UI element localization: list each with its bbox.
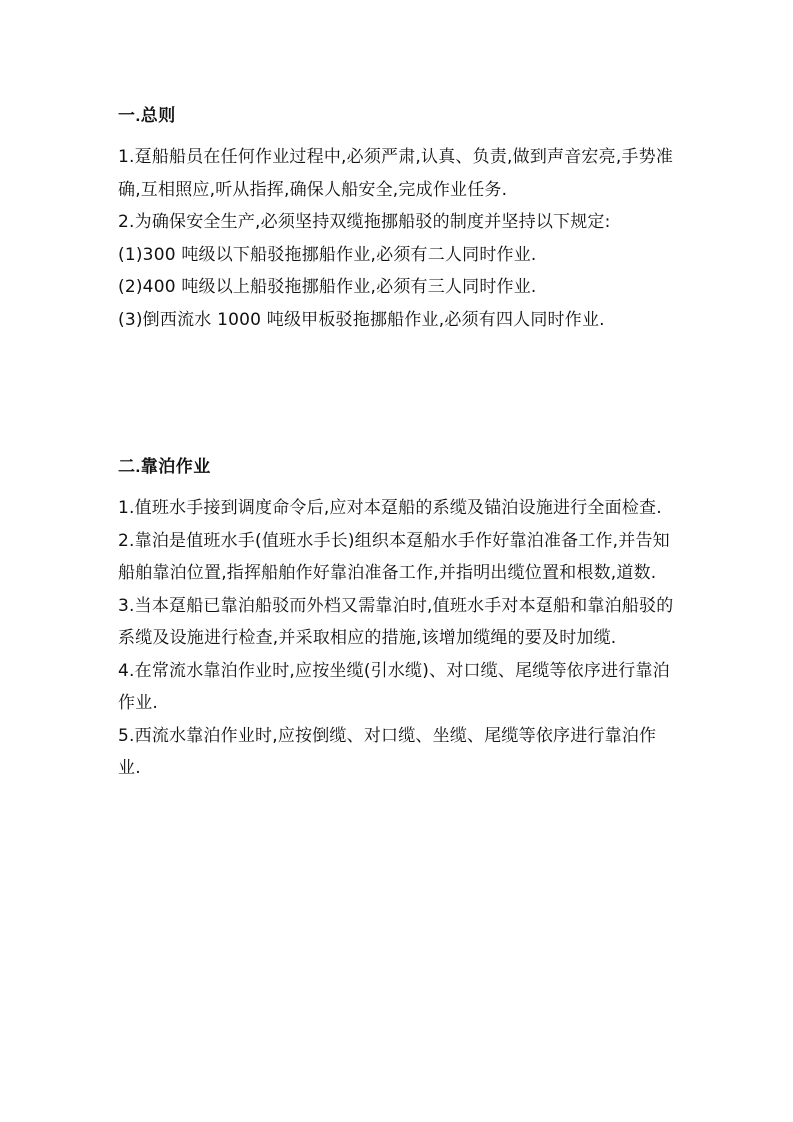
paragraph: (1)300 吨级以下船驳拖挪船作业,必须有二人同时作业. <box>118 244 537 265</box>
paragraph: 1.值班水手接到调度命令后,应对本趸船的系缆及锚泊设施进行全面检查. <box>118 498 662 518</box>
section-heading: 二.靠泊作业 <box>118 457 211 476</box>
paragraph: 2.为确保安全生产,必须坚持双缆拖挪船驳的制度并坚持以下规定: <box>118 212 611 232</box>
section-heading: 一.总则 <box>118 106 176 125</box>
section-berthing-operations <box>118 455 678 785</box>
paragraph: (3)倒西流水 1000 吨级甲板驳拖挪船作业,必须有四人同时作业. <box>118 309 605 330</box>
paragraph: 5.西流水靠泊作业时,应按倒缆、对口缆、坐缆、尾缆等依序进行靠泊作业. <box>118 725 657 778</box>
paragraph: 2.靠泊是值班水手(值班水手长)组织本趸船水手作好靠泊准备工作,并告知船舶靠泊位置,指挥船舶作好靠泊准备工作,并指明出缆位置和根数,道数. <box>118 530 670 583</box>
paragraph: (2)400 吨级以上船驳拖挪船作业,必须有三人同时作业. <box>118 277 537 297</box>
paragraph: 3.当本趸船已靠泊船驳而外档又需靠泊时,值班水手对本趸船和靠泊船驳的系缆及设施进行检查,并采取相应的措施,该增加缆绳的要及时加缆. <box>118 595 674 648</box>
paragraph: 4.在常流水靠泊作业时,应按坐缆(引水缆)、对口缆、尾缆等依序进行靠泊作业. <box>118 660 670 713</box>
paragraph: 1.趸船船员在任何作业过程中,必须严肃,认真、负责,做到声音宏亮,手势准确,互相照应,听从指挥,确保人船安全,完成作业任务. <box>118 147 674 200</box>
section-general-principles <box>118 104 678 336</box>
